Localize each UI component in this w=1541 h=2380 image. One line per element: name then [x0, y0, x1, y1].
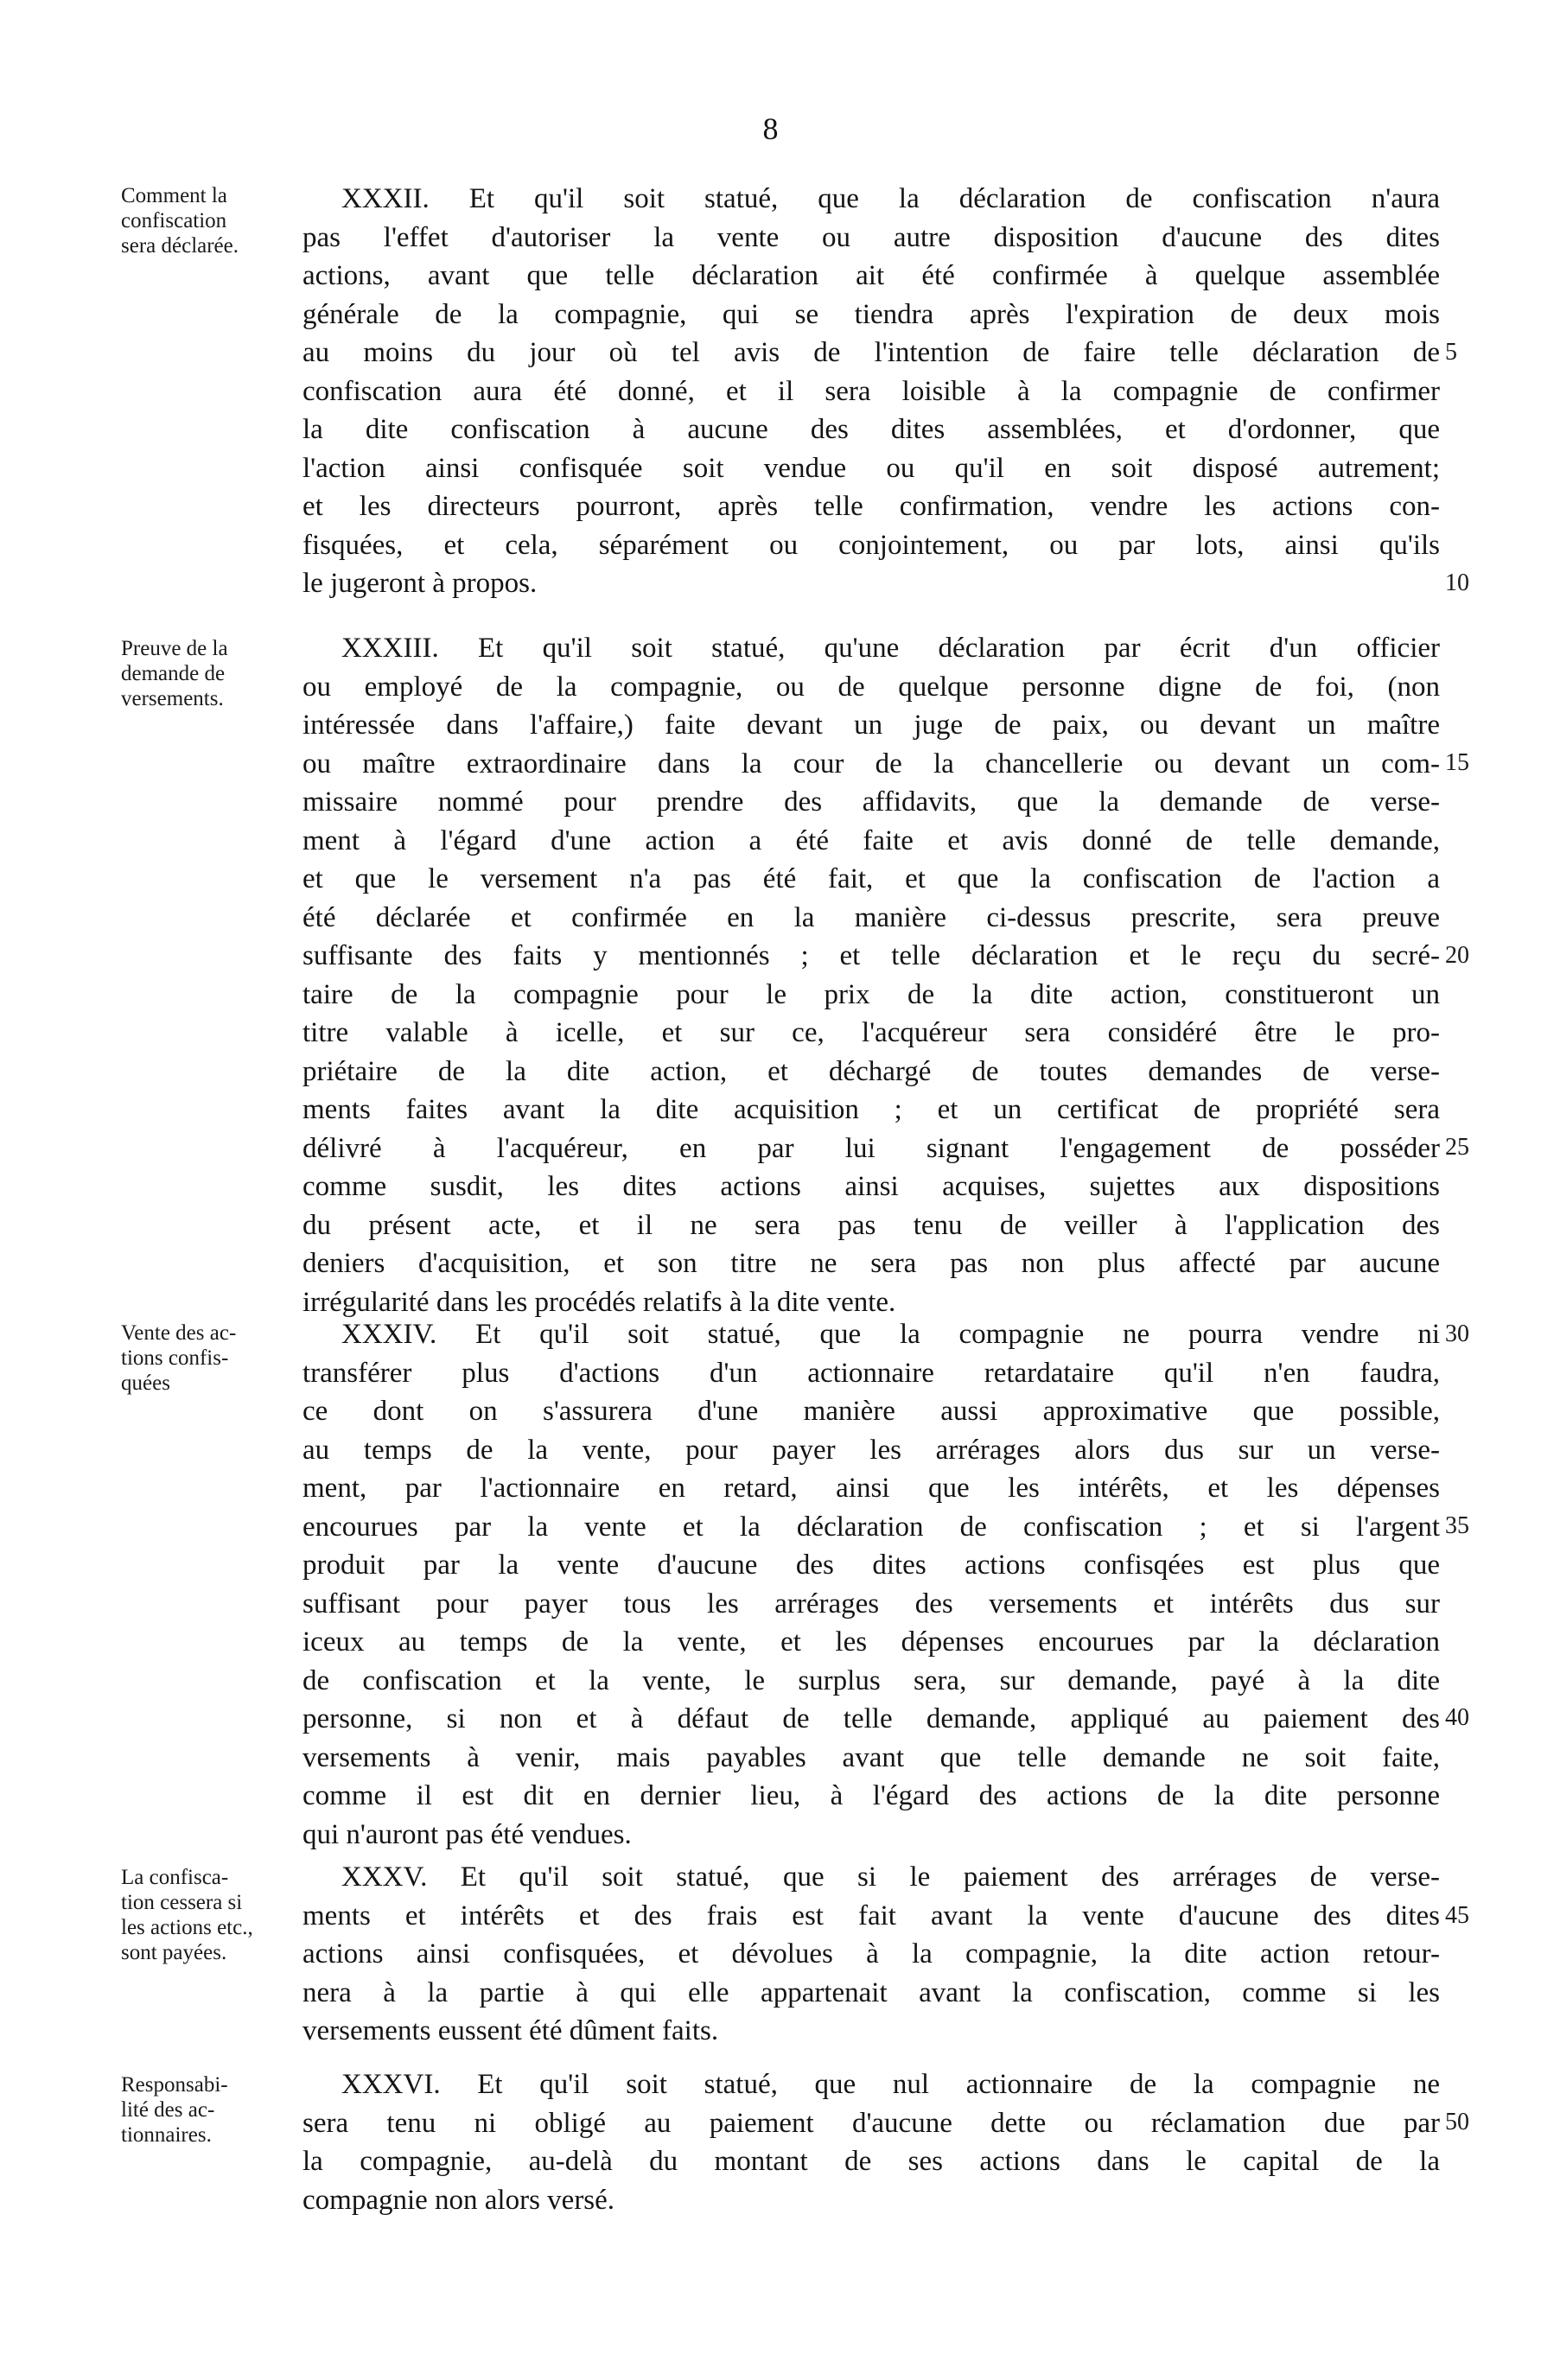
text-line: qui n'auront pas été vendues.: [302, 1818, 632, 1850]
margin-note: [121, 2072, 298, 2148]
margin-note-line: lité des ac-: [121, 2098, 215, 2122]
margin-note-line: les actions etc.,: [121, 1916, 253, 1939]
text-line: pas l'effet d'autoriser la vente ou autre disposition d'aucune des dites: [302, 221, 1440, 253]
text-line: versements eussent été dûment faits.: [302, 2015, 719, 2046]
text-line: suffisant pour payer tous les arrérages des versements et intérêts dus sur: [302, 1588, 1440, 1620]
text-line: générale de la compagnie, qui se tiendra après l'expiration de deux mois: [302, 298, 1440, 330]
line-number: 40: [1445, 1704, 1469, 1731]
margin-note-line: sera déclarée.: [121, 234, 239, 258]
article-text: [302, 629, 1440, 1321]
text-line: encourues par la vente et la déclaration de confiscation ; et si l'argent: [302, 1511, 1440, 1543]
text-line: sera tenu ni obligé au paiement d'aucune dette ou réclamation due par: [302, 2107, 1440, 2139]
text-line: et les directeurs pourront, après telle confirmation, vendre les actions con-: [302, 491, 1440, 522]
margin-note: [121, 183, 298, 258]
text-line: iceux au temps de la vente, et les dépenses encourues par la déclaration: [302, 1626, 1440, 1658]
line-number: 35: [1445, 1512, 1469, 1539]
article-text: [302, 1858, 1440, 2051]
line-number: 10: [1445, 570, 1469, 596]
text-line: ment, par l'actionnaire en retard, ainsi que les intérêts, et les dépenses: [302, 1473, 1440, 1504]
text-line: XXXIII. Et qu'il soit statué, qu'une déclaration par écrit d'un officier: [341, 633, 1440, 664]
text-line: ou employé de la compagnie, ou de quelque personne digne de foi, (non: [302, 671, 1440, 703]
text-line: priétaire de la dite action, et déchargé de toutes demandes de verse-: [302, 1055, 1440, 1087]
text-line: ou maître extraordinaire dans la cour de la chancellerie ou devant un com-: [302, 748, 1440, 780]
text-line: la compagnie, au-delà du montant de ses actions dans le capital de la: [302, 2146, 1440, 2177]
text-line: personne, si non et à défaut de telle demande, appliqué au paiement des: [302, 1703, 1440, 1734]
text-line: le jugeront à propos.: [302, 568, 538, 599]
line-number: 30: [1445, 1320, 1469, 1347]
line-number: 25: [1445, 1134, 1469, 1161]
text-line: au moins du jour où tel avis de l'intention de faire telle déclaration de: [302, 337, 1440, 368]
margin-note-line: Vente des ac-: [121, 1321, 237, 1345]
line-number: 45: [1445, 1902, 1469, 1929]
text-line: ments faites avant la dite acquisition ; et un certificat de propriété sera: [302, 1094, 1440, 1125]
line-number: 15: [1445, 749, 1469, 776]
margin-note-line: La confisca-: [121, 1866, 229, 1889]
text-line: XXXIV. Et qu'il soit statué, que la compagnie ne pourra vendre ni: [341, 1319, 1440, 1350]
text-line: actions ainsi confisquées, et dévolues à la compagnie, la dite action retour-: [302, 1938, 1440, 1970]
text-line: ments et intérêts et des frais est fait avant la vente d'aucune des dites: [302, 1900, 1440, 1931]
text-line: été déclarée et confirmée en la manière ci-dessus prescrite, sera preuve: [302, 901, 1440, 933]
article-text: [302, 2065, 1440, 2219]
text-line: du présent acte, et il ne sera pas tenu de veiller à l'application des: [302, 1209, 1440, 1241]
text-line: versements à venir, mais payables avant que telle demande ne soit faite,: [302, 1741, 1440, 1773]
margin-note: [121, 1865, 298, 1965]
margin-note-line: Comment la: [121, 184, 227, 207]
text-line: taire de la compagnie pour le prix de la dite action, constitueront un: [302, 978, 1440, 1010]
margin-note: [121, 1320, 298, 1396]
line-number: 20: [1445, 942, 1469, 969]
text-line: la dite confiscation à aucune des dites assemblées, et d'ordonner, que: [302, 414, 1440, 445]
line-number: 5: [1445, 339, 1457, 366]
text-line: l'action ainsi confisquée soit vendue ou qu'il en soit disposé autrement;: [302, 452, 1440, 484]
text-line: fisquées, et cela, séparément ou conjointement, ou par lots, ainsi qu'ils: [302, 529, 1440, 561]
margin-note-line: Preuve de la: [121, 637, 228, 660]
text-line: actions, avant que telle déclaration ait été confirmée à quelque assemblée: [302, 260, 1440, 291]
text-line: ment à l'égard d'une action a été faite et avis donné de telle demande,: [302, 824, 1440, 856]
text-line: et que le versement n'a pas été fait, et que la confiscation de l'action a: [302, 863, 1440, 894]
text-line: nera à la partie à qui elle appartenait avant la confiscation, comme si les: [302, 1976, 1440, 2008]
text-line: titre valable à icelle, et sur ce, l'acquéreur sera considéré être le pro-: [302, 1017, 1440, 1048]
margin-note-line: demande de: [121, 662, 226, 685]
margin-note-line: versements.: [121, 687, 224, 710]
text-line: confiscation aura été donné, et il sera loisible à la compagnie de confirmer: [302, 375, 1440, 407]
margin-note-line: sont payées.: [121, 1941, 227, 1964]
margin-note-line: tionnaires.: [121, 2123, 212, 2147]
margin-note: [121, 636, 298, 711]
text-line: transférer plus d'actions d'un actionnaire retardataire qu'il n'en faudra,: [302, 1357, 1440, 1389]
text-line: XXXV. Et qu'il soit statué, que si le paiement des arrérages de verse-: [341, 1861, 1440, 1893]
article-text: [302, 180, 1440, 603]
text-line: délivré à l'acquéreur, en par lui signant l'engagement de posséder: [302, 1132, 1440, 1164]
margin-note-line: tions confis-: [121, 1346, 229, 1370]
text-line: comme il est dit en dernier lieu, à l'égard des actions de la dite personne: [302, 1780, 1440, 1811]
text-line: irrégularité dans les procédés relatifs à la dite vente.: [302, 1286, 896, 1318]
line-number: 50: [1445, 2109, 1469, 2135]
text-line: XXXVI. Et qu'il soit statué, que nul actionnaire de la compagnie ne: [341, 2069, 1440, 2100]
text-line: deniers d'acquisition, et son titre ne sera pas non plus affecté par aucune: [302, 1248, 1440, 1279]
text-line: missaire nommé pour prendre des affidavits, que la demande de verse-: [302, 786, 1440, 818]
text-line: produit par la vente d'aucune des dites actions confisqées est plus que: [302, 1550, 1440, 1581]
text-line: intéressée dans l'affaire,) faite devant un juge de paix, ou devant un maître: [302, 710, 1440, 741]
text-line: ce dont on s'assurera d'une manière aussi approximative que possible,: [302, 1396, 1440, 1427]
text-line: de confiscation et la vente, le surplus sera, sur demande, payé à la dite: [302, 1664, 1440, 1696]
text-line: compagnie non alors versé.: [302, 2184, 615, 2216]
margin-note-line: tion cessera si: [121, 1891, 243, 1914]
page-number: 8: [762, 111, 779, 146]
text-line: XXXII. Et qu'il soit statué, que la déclaration de confiscation n'aura: [341, 183, 1440, 214]
text-line: comme susdit, les dites actions ainsi acquises, sujettes aux dispositions: [302, 1171, 1440, 1202]
text-line: suffisante des faits y mentionnés ; et telle déclaration et le reçu du secré-: [302, 940, 1440, 971]
text-line: au temps de la vente, pour payer les arrérages alors dus sur un verse-: [302, 1434, 1440, 1466]
margin-note-line: confiscation: [121, 209, 227, 232]
article-text: [302, 1315, 1440, 1854]
margin-note-line: Responsabi-: [121, 2073, 228, 2097]
margin-note-line: quées: [121, 1371, 170, 1395]
